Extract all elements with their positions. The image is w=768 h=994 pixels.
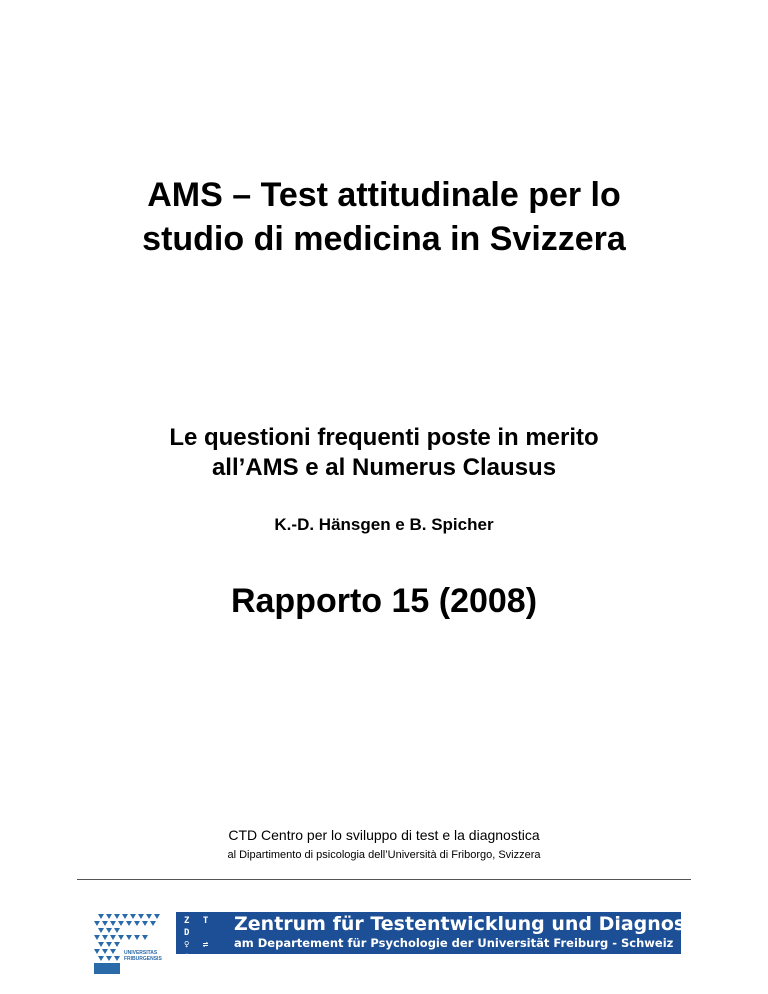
document-title [0, 173, 768, 261]
ztd-grid-line-1: Z T D [184, 916, 213, 938]
title-line-1: AMS – Test attitudinale per lo [147, 176, 621, 214]
footer-divider [77, 879, 691, 880]
subtitle-line-1: Le questioni frequenti poste in merito [169, 424, 599, 451]
ztd-banner [176, 912, 714, 986]
document-subtitle [0, 423, 768, 483]
report-number: Rapporto 15 (2008) [230, 582, 538, 620]
universitas-friburgensis-logo [94, 912, 160, 974]
ztd-grid-line-2: ♀ ⇌ ∩ [184, 940, 213, 962]
ztd-banner-title: Zentrum für Testentwicklung und Diagnostik [234, 913, 714, 935]
university-caption [124, 950, 164, 962]
center-department: al Dipartimento di psicologia dell’Università di Friborgo, Svizzera [227, 849, 541, 861]
subtitle-line-2: all’AMS e al Numerus Clausus [211, 454, 557, 481]
center-name: CTD Centro per lo sviluppo di test e la diagnostica [228, 827, 540, 843]
ztd-grid-line-3: C T D [184, 964, 213, 986]
ztd-banner-subtitle: am Departement für Psychologie der Universität Freiburg - Schweiz [234, 936, 674, 950]
university-caption-line-2: FRIBURGENSIS [124, 956, 162, 962]
authors: K.-D. Hänsgen e B. Spicher [274, 515, 494, 534]
university-caption-line-1: UNIVERSITAS [124, 950, 158, 956]
ztd-logo-icon [184, 915, 228, 986]
title-line-2: studio di medicina in Svizzera [142, 220, 626, 258]
